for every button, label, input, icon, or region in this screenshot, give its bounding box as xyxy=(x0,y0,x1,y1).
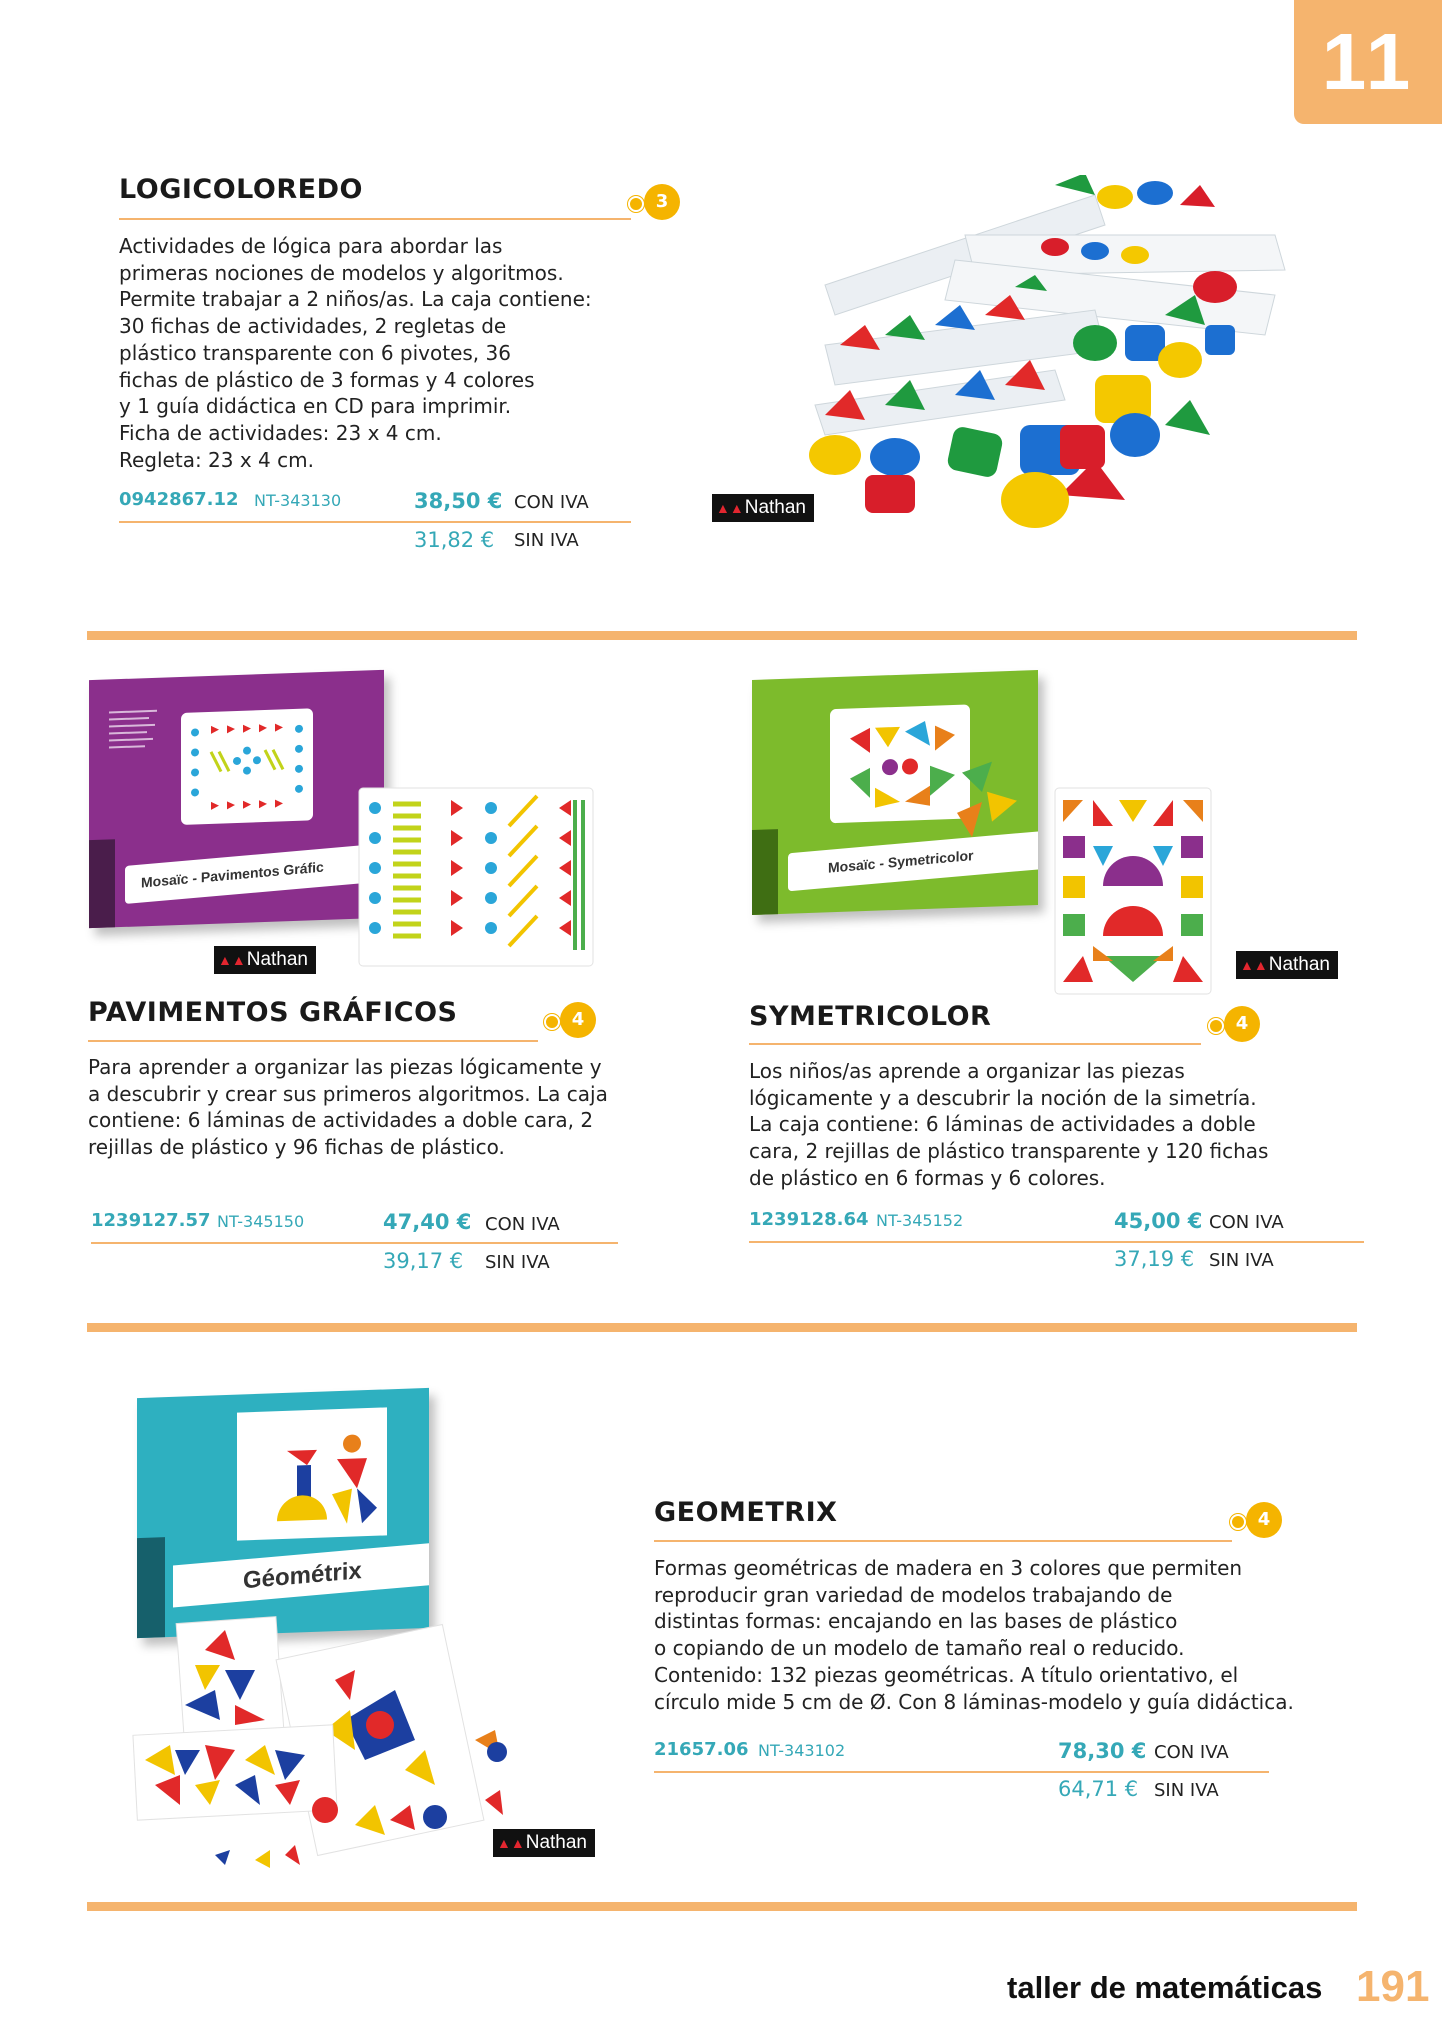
product-ref: NT-345152 xyxy=(876,1211,964,1230)
description-line: Los niños/as aprende a organizar las piezas xyxy=(749,1059,1185,1083)
pavimentos-activity-sheet xyxy=(357,786,595,968)
price-sin-iva: 31,82 € xyxy=(414,528,495,552)
box-pattern xyxy=(181,708,313,825)
sin-iva-label: SIN IVA xyxy=(1154,1780,1219,1801)
section-separator xyxy=(87,631,1357,640)
description-line: Formas geométricas de madera en 3 colores que permiten xyxy=(654,1556,1243,1580)
con-iva-label: CON IVA xyxy=(1154,1742,1229,1763)
box-spine xyxy=(752,829,778,915)
age-badge: 4 xyxy=(560,1002,596,1038)
price-con-iva: 78,30 € xyxy=(1058,1739,1147,1763)
description-line: Ficha de actividades: 23 x 4 cm. xyxy=(119,420,442,445)
price-sin-iva: 37,19 € xyxy=(1114,1247,1195,1271)
box-cover-art xyxy=(830,704,970,823)
description-line: distintas formas: encajando en las bases de plástico xyxy=(654,1609,1178,1634)
age-dot xyxy=(544,1014,560,1030)
chapter-tab: 11 xyxy=(1294,0,1442,124)
description-line: cara, 2 rejillas de plástico transparente y 120 fichas xyxy=(749,1139,1269,1164)
box-label: Géométrix xyxy=(243,1557,362,1595)
sin-iva-label: SIN IVA xyxy=(1209,1250,1274,1271)
product-description xyxy=(654,1555,1374,1715)
title-rule xyxy=(749,1043,1201,1045)
description-line: Contenido: 132 piezas geométricas. A título orientativo, el xyxy=(654,1662,1239,1687)
product-description xyxy=(119,233,639,473)
product-ref: NT-343130 xyxy=(254,491,342,510)
nathan-logo xyxy=(1236,951,1338,979)
symetricolor-activity-sheet xyxy=(1053,786,1213,996)
sin-iva-label: SIN IVA xyxy=(514,530,579,551)
brand-label: Nathan xyxy=(744,497,806,518)
nathan-mark-icon: ▲▲ xyxy=(716,500,744,516)
product-ref: NT-343102 xyxy=(758,1741,846,1760)
con-iva-label: CON IVA xyxy=(514,492,589,513)
section-separator xyxy=(87,1902,1357,1911)
price-sin-iva: 64,71 € xyxy=(1058,1777,1139,1801)
description-line: a descubrir y crear sus primeros algoritmos. La caja xyxy=(88,1081,608,1106)
description-line: reproducir gran variedad de modelos trabajando de xyxy=(654,1582,1173,1607)
product-description xyxy=(88,1054,668,1161)
product-title-geometrix: GEOMETRIX xyxy=(654,1497,838,1528)
nathan-logo xyxy=(493,1829,595,1857)
box-label-band xyxy=(788,831,1038,891)
con-iva-label: CON IVA xyxy=(1209,1212,1284,1233)
box-label-band xyxy=(173,1543,429,1607)
product-title-pavimentos: PAVIMENTOS GRÁFICOS xyxy=(88,997,458,1028)
title-rule xyxy=(119,218,631,220)
description-line: o copiando de un modelo de tamaño real o reducido. xyxy=(654,1636,1185,1661)
product-ref: NT-345150 xyxy=(217,1212,305,1231)
price-sin-iva: 39,17 € xyxy=(383,1249,464,1273)
box-pattern xyxy=(830,704,970,823)
box-cover-art xyxy=(181,708,313,825)
description-line: contiene: 6 láminas de actividades a doble cara, 2 xyxy=(88,1108,594,1133)
brand-label: Nathan xyxy=(246,949,308,970)
section-separator xyxy=(87,1323,1357,1332)
box-spine xyxy=(89,839,115,928)
box-loose-pieces xyxy=(952,761,1022,843)
age-dot xyxy=(1208,1018,1224,1034)
logicoloredo-image xyxy=(795,175,1295,535)
sin-iva-label: SIN IVA xyxy=(485,1252,550,1273)
description-line: La caja contiene: 6 láminas de actividades a doble xyxy=(749,1112,1256,1137)
product-code: 1239128.64 xyxy=(749,1209,869,1230)
age-dot xyxy=(628,196,644,212)
description-line: plástico transparente con 6 pivotes, 36 xyxy=(119,340,511,365)
nathan-mark-icon: ▲▲ xyxy=(1240,957,1268,973)
box-label: Mosaïc - Pavimentos Gráfic xyxy=(141,858,324,891)
box-pattern xyxy=(237,1407,387,1540)
age-badge: 3 xyxy=(644,184,680,220)
product-code: 0942867.12 xyxy=(119,489,239,510)
title-rule xyxy=(88,1040,538,1042)
nathan-mark-icon: ▲▲ xyxy=(497,1835,525,1851)
brand-label: Nathan xyxy=(1268,954,1330,975)
price-rule xyxy=(119,521,631,523)
description-line: de plástico en 6 formas y 6 colores. xyxy=(749,1165,1106,1190)
product-code: 1239127.57 xyxy=(91,1210,211,1231)
product-code: 21657.06 xyxy=(654,1739,749,1760)
description-line: primeras nociones de modelos y algoritmos. xyxy=(119,260,564,285)
nathan-logo xyxy=(214,946,316,974)
description-line: Para aprender a organizar las piezas lógicamente y xyxy=(88,1055,602,1079)
con-iva-label: CON IVA xyxy=(485,1214,560,1235)
product-title-logicoloredo: LOGICOLOREDO xyxy=(119,174,363,205)
age-badge: 4 xyxy=(1246,1502,1282,1538)
footer-section-title: taller de matemáticas xyxy=(1007,1970,1323,2005)
product-title-symetricolor: SYMETRICOLOR xyxy=(749,1001,992,1032)
price-rule xyxy=(654,1771,1269,1773)
product-box-symetricolor xyxy=(752,670,1038,915)
price-con-iva: 45,00 € xyxy=(1114,1209,1203,1233)
price-con-iva: 47,40 € xyxy=(383,1210,472,1234)
price-rule xyxy=(91,1242,618,1244)
description-line: lógicamente y a descubrir la noción de la simetría. xyxy=(749,1085,1257,1110)
box-label-band xyxy=(125,842,395,904)
description-line: Regleta: 23 x 4 cm. xyxy=(119,447,314,472)
description-line: Actividades de lógica para abordar las xyxy=(119,234,503,258)
description-line: rejillas de plástico y 96 fichas de plástico. xyxy=(88,1135,505,1160)
page-number: 191 xyxy=(1356,1962,1430,2011)
box-label: Mosaïc - Symetricolor xyxy=(828,847,974,876)
description-line: y 1 guía didáctica en CD para imprimir. xyxy=(119,394,512,419)
description-line: Permite trabajar a 2 niños/as. La caja contiene: xyxy=(119,287,592,312)
geometrix-pieces-image xyxy=(125,1610,525,1875)
product-box-pavimentos xyxy=(89,670,384,928)
description-line: 30 fichas de actividades, 2 regletas de xyxy=(119,314,507,339)
age-dot xyxy=(1230,1514,1246,1530)
title-rule xyxy=(654,1540,1232,1542)
age-badge: 4 xyxy=(1224,1006,1260,1042)
brand-label: Nathan xyxy=(525,1832,587,1853)
product-box-geometrix xyxy=(137,1388,429,1638)
price-con-iva: 38,50 € xyxy=(414,489,503,513)
description-line: círculo mide 5 cm de Ø. Con 8 láminas-modelo y guía didáctica. xyxy=(654,1689,1294,1714)
box-cover-art xyxy=(237,1407,387,1540)
product-description xyxy=(749,1058,1329,1192)
box-text-block xyxy=(109,710,161,772)
price-rule xyxy=(749,1241,1364,1243)
description-line: fichas de plástico de 3 formas y 4 colores xyxy=(119,367,535,392)
nathan-mark-icon: ▲▲ xyxy=(218,952,246,968)
